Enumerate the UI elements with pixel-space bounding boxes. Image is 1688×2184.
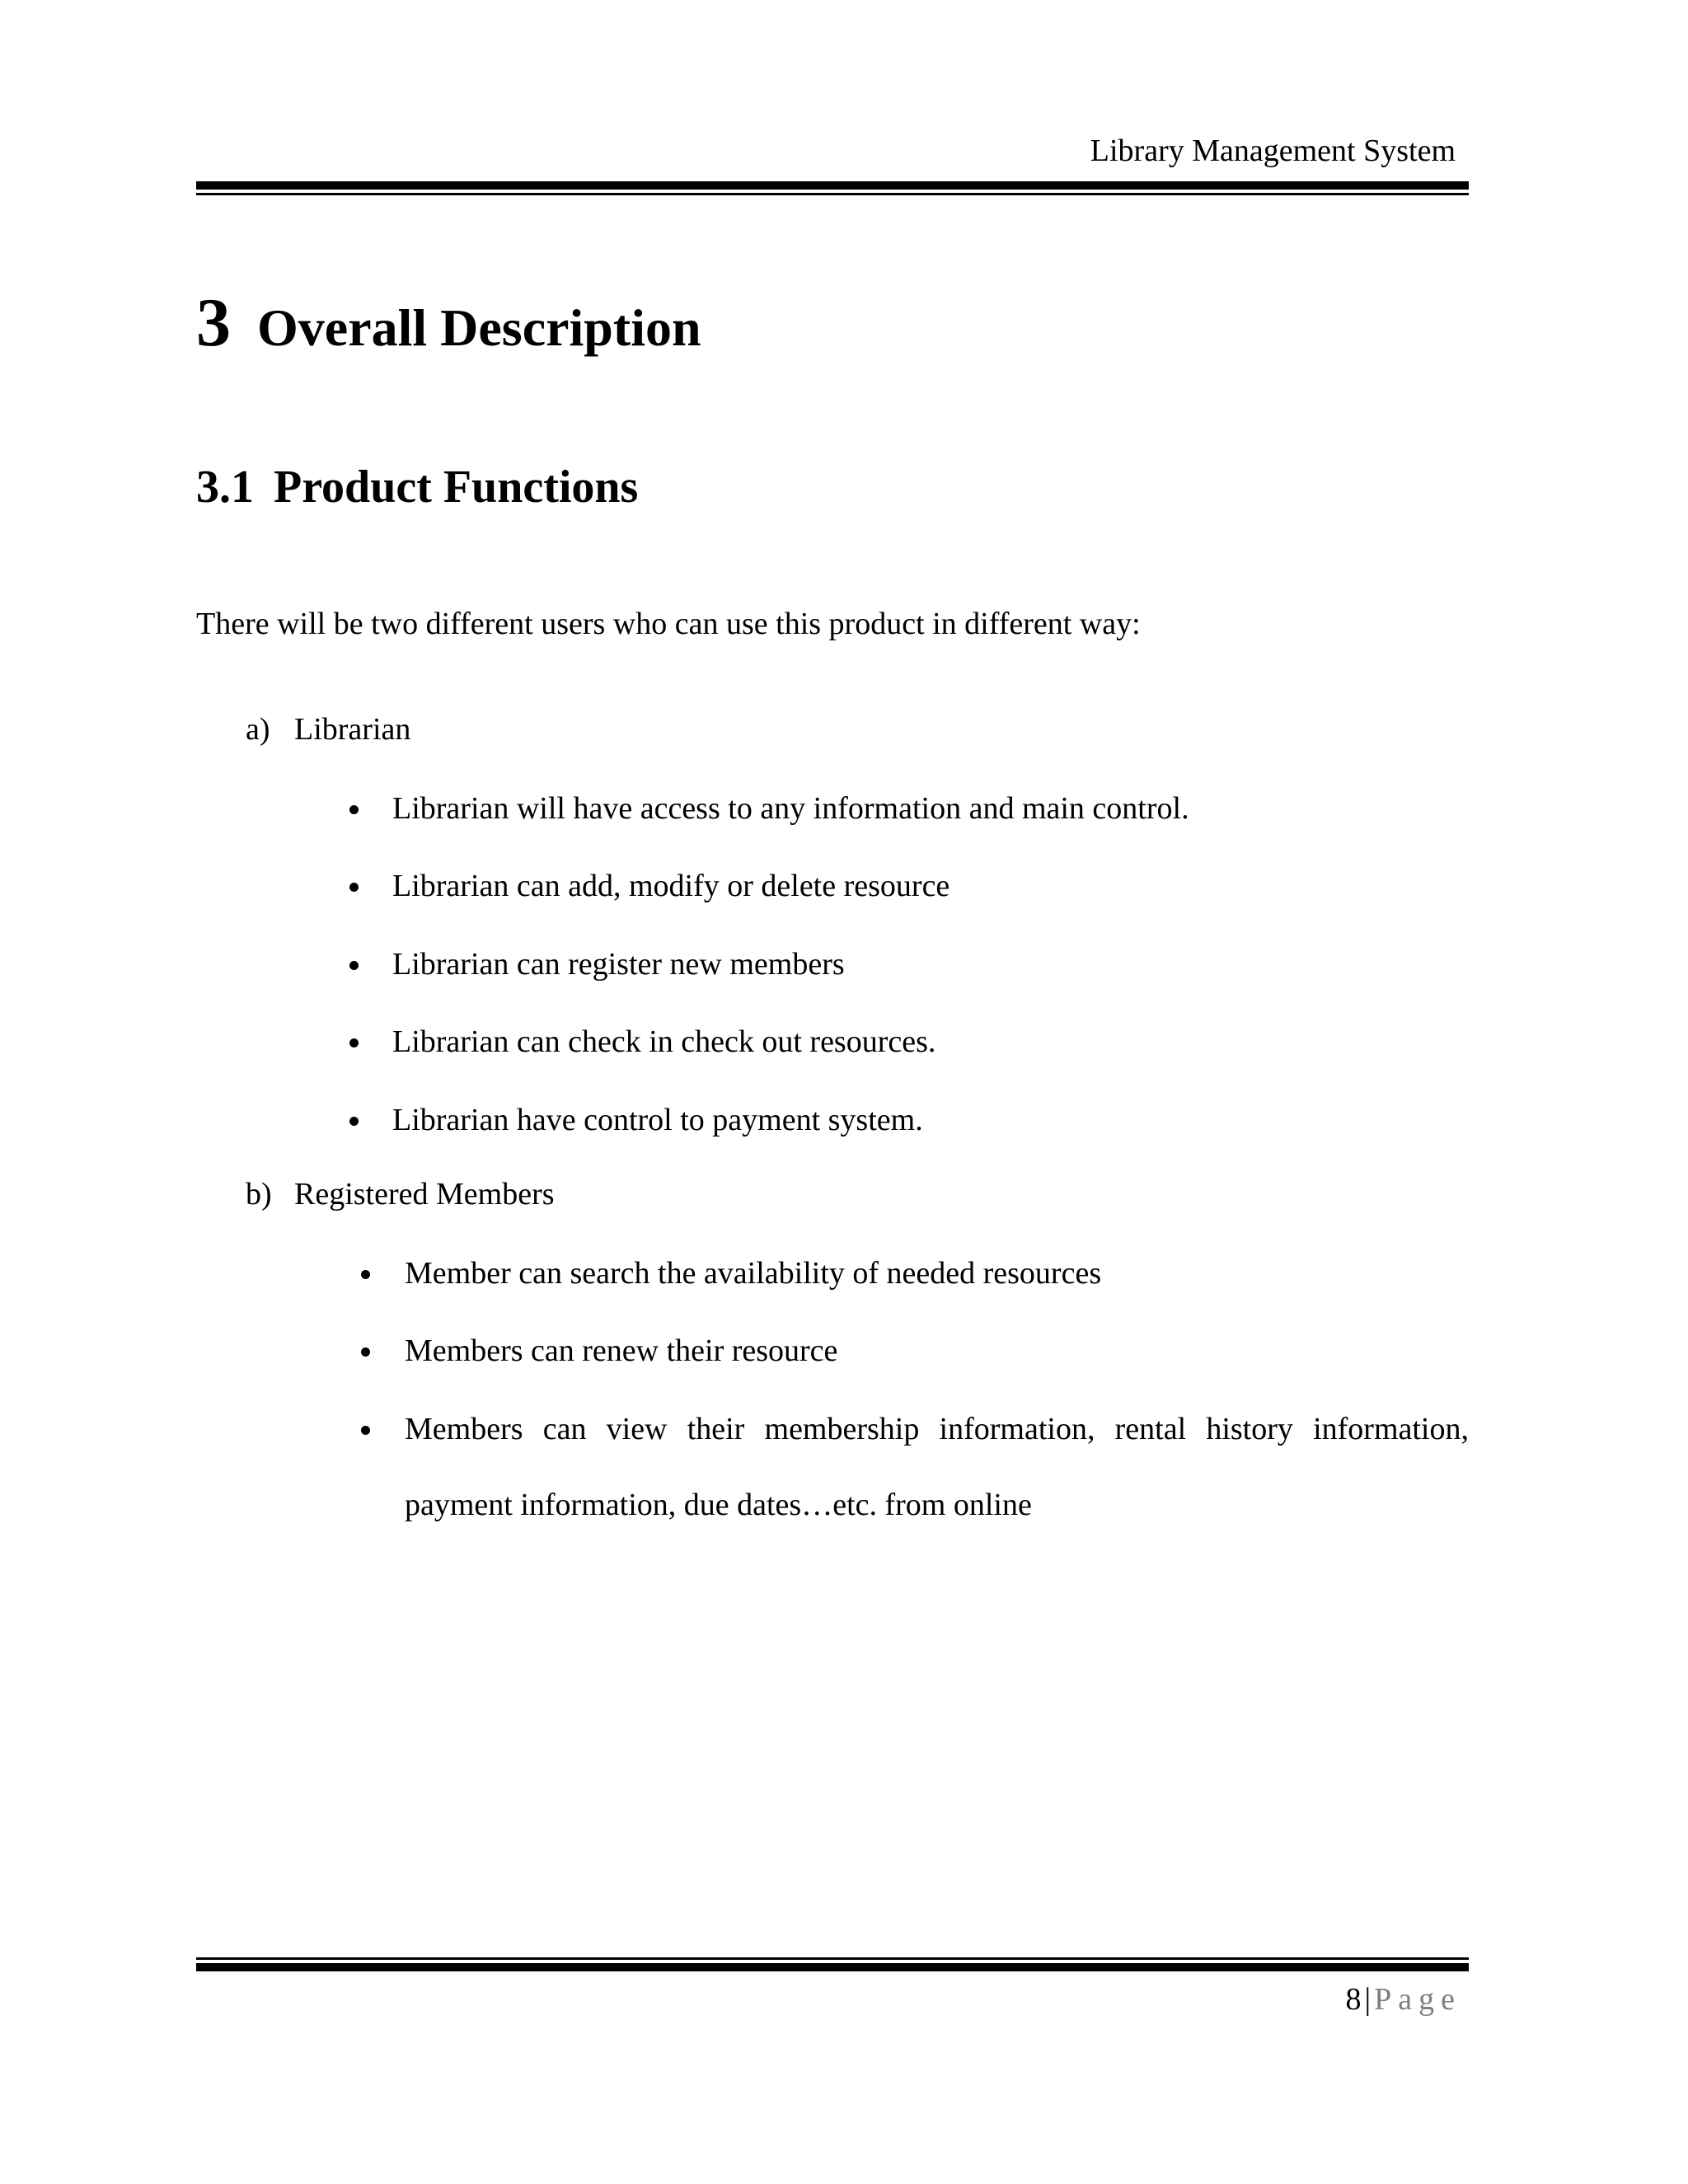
bullet-icon [349,1117,359,1126]
bullet-icon [361,1347,370,1357]
list-item: Members can view their membership information, rental history information, [405,1412,1469,1446]
section-number: 3 [196,284,231,361]
bullet-icon [349,883,359,892]
list-group-label: Librarian [294,712,411,747]
list-marker: a) [246,712,270,747]
header-rule-thin [196,193,1469,195]
page-label: Page [1374,1982,1461,2017]
bullet-icon [349,961,359,970]
list-item: Librarian can check in check out resources. [392,1024,936,1059]
list-group-label: Registered Members [294,1177,555,1212]
subsection-title: Product Functions [274,462,639,513]
bullet-icon [349,805,359,814]
list-item: Librarian will have access to any information and main control. [392,791,1189,826]
subsection-heading [196,462,639,513]
page-separator: | [1364,1982,1372,2017]
list-marker: b) [246,1177,272,1212]
section-heading [196,284,701,361]
running-header: Library Management System [1090,134,1456,168]
bullet-icon [361,1426,370,1435]
list-item: Member can search the availability of needed resources [405,1256,1102,1291]
page-footer [1346,1984,1461,2015]
section-title: Overall Description [257,298,701,357]
list-item: Librarian can add, modify or delete resource [392,869,950,903]
list-item: Members can renew their resource [405,1333,838,1368]
subsection-number: 3.1 [196,462,254,513]
footer-rule-thin [196,1957,1469,1960]
footer-rule-thick [196,1963,1469,1971]
list-item: Librarian can register new members [392,947,845,982]
list-item: Librarian have control to payment system. [392,1103,923,1137]
header-rule-thick [196,181,1469,190]
intro-paragraph: There will be two different users who can use this product in different way: [196,607,1141,641]
bullet-icon [349,1038,359,1047]
bullet-icon [361,1270,370,1279]
page-number: 8 [1345,1982,1362,2017]
list-item-continuation: payment information, due dates…etc. from online [405,1488,1032,1522]
